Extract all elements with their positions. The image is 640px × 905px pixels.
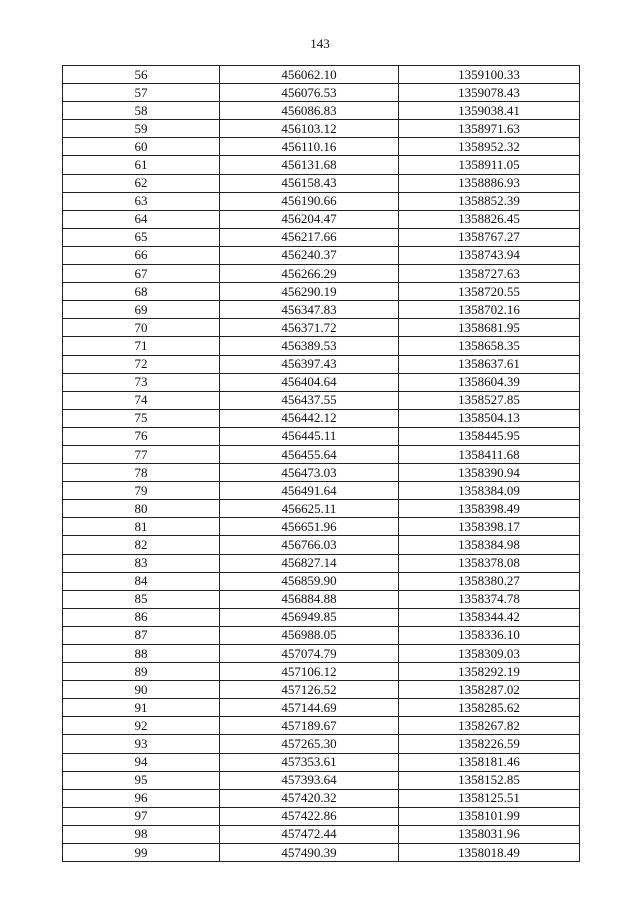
y-coordinate-cell: 1358018.49	[399, 844, 580, 862]
coordinates-table	[62, 65, 580, 862]
point-number-cell: 80	[63, 500, 220, 518]
x-coordinate-cell: 456086.83	[220, 102, 399, 120]
table-row	[63, 120, 580, 138]
x-coordinate-cell: 456651.96	[220, 518, 399, 536]
y-coordinate-cell: 1358852.39	[399, 192, 580, 210]
point-number-cell: 95	[63, 771, 220, 789]
x-coordinate-cell: 456347.83	[220, 301, 399, 319]
point-number-cell: 61	[63, 156, 220, 174]
table-row	[63, 409, 580, 427]
point-number-cell: 68	[63, 283, 220, 301]
point-number-cell: 87	[63, 626, 220, 644]
point-number-cell: 77	[63, 445, 220, 463]
point-number-cell: 98	[63, 825, 220, 843]
x-coordinate-cell: 456076.53	[220, 84, 399, 102]
y-coordinate-cell: 1358292.19	[399, 663, 580, 681]
page-number: 143	[310, 36, 330, 51]
x-coordinate-cell: 457420.32	[220, 789, 399, 807]
point-number-cell: 63	[63, 192, 220, 210]
y-coordinate-cell: 1358285.62	[399, 699, 580, 717]
x-coordinate-cell: 456949.85	[220, 608, 399, 626]
x-coordinate-cell: 457490.39	[220, 844, 399, 862]
y-coordinate-cell: 1358152.85	[399, 771, 580, 789]
point-number-cell: 64	[63, 210, 220, 228]
table-row	[63, 645, 580, 663]
y-coordinate-cell: 1358504.13	[399, 409, 580, 427]
table-row	[63, 84, 580, 102]
point-number-cell: 62	[63, 174, 220, 192]
table-row	[63, 192, 580, 210]
x-coordinate-cell: 456217.66	[220, 228, 399, 246]
x-coordinate-cell: 456062.10	[220, 66, 399, 84]
table-row	[63, 626, 580, 644]
point-number-cell: 97	[63, 807, 220, 825]
table-row	[63, 427, 580, 445]
table-row	[63, 138, 580, 156]
y-coordinate-cell: 1358344.42	[399, 608, 580, 626]
table-row	[63, 590, 580, 608]
table-row	[63, 554, 580, 572]
point-number-cell: 90	[63, 681, 220, 699]
x-coordinate-cell: 456988.05	[220, 626, 399, 644]
x-coordinate-cell: 456240.37	[220, 246, 399, 264]
y-coordinate-cell: 1358031.96	[399, 825, 580, 843]
point-number-cell: 81	[63, 518, 220, 536]
point-number-cell: 92	[63, 717, 220, 735]
y-coordinate-cell: 1358604.39	[399, 373, 580, 391]
table-row	[63, 66, 580, 84]
table-row	[63, 445, 580, 463]
y-coordinate-cell: 1358390.94	[399, 464, 580, 482]
y-coordinate-cell: 1358309.03	[399, 645, 580, 663]
y-coordinate-cell: 1358637.61	[399, 355, 580, 373]
table-row	[63, 464, 580, 482]
point-number-cell: 78	[63, 464, 220, 482]
x-coordinate-cell: 456404.64	[220, 373, 399, 391]
x-coordinate-cell: 457472.44	[220, 825, 399, 843]
table-row	[63, 735, 580, 753]
point-number-cell: 71	[63, 337, 220, 355]
x-coordinate-cell: 456190.66	[220, 192, 399, 210]
y-coordinate-cell: 1358101.99	[399, 807, 580, 825]
point-number-cell: 65	[63, 228, 220, 246]
point-number-cell: 56	[63, 66, 220, 84]
point-number-cell: 85	[63, 590, 220, 608]
table-row	[63, 373, 580, 391]
point-number-cell: 94	[63, 753, 220, 771]
point-number-cell: 74	[63, 391, 220, 409]
y-coordinate-cell: 1358727.63	[399, 265, 580, 283]
table-row	[63, 518, 580, 536]
point-number-cell: 83	[63, 554, 220, 572]
table-row	[63, 699, 580, 717]
x-coordinate-cell: 457126.52	[220, 681, 399, 699]
y-coordinate-cell: 1358767.27	[399, 228, 580, 246]
y-coordinate-cell: 1358398.17	[399, 518, 580, 536]
table-row	[63, 283, 580, 301]
y-coordinate-cell: 1358374.78	[399, 590, 580, 608]
table-row	[63, 482, 580, 500]
y-coordinate-cell: 1358336.10	[399, 626, 580, 644]
y-coordinate-cell: 1358181.46	[399, 753, 580, 771]
x-coordinate-cell: 457422.86	[220, 807, 399, 825]
y-coordinate-cell: 1359038.41	[399, 102, 580, 120]
point-number-cell: 70	[63, 319, 220, 337]
point-number-cell: 66	[63, 246, 220, 264]
table-row	[63, 228, 580, 246]
table-row	[63, 156, 580, 174]
y-coordinate-cell: 1358886.93	[399, 174, 580, 192]
y-coordinate-cell: 1358380.27	[399, 572, 580, 590]
point-number-cell: 67	[63, 265, 220, 283]
y-coordinate-cell: 1358971.63	[399, 120, 580, 138]
table-row	[63, 391, 580, 409]
point-number-cell: 99	[63, 844, 220, 862]
table-row	[63, 608, 580, 626]
table-row	[63, 663, 580, 681]
y-coordinate-cell: 1358720.55	[399, 283, 580, 301]
x-coordinate-cell: 457106.12	[220, 663, 399, 681]
table-row	[63, 789, 580, 807]
y-coordinate-cell: 1358267.82	[399, 717, 580, 735]
y-coordinate-cell: 1358743.94	[399, 246, 580, 264]
y-coordinate-cell: 1358384.98	[399, 536, 580, 554]
point-number-cell: 69	[63, 301, 220, 319]
x-coordinate-cell: 456158.43	[220, 174, 399, 192]
x-coordinate-cell: 456827.14	[220, 554, 399, 572]
x-coordinate-cell: 456473.03	[220, 464, 399, 482]
point-number-cell: 86	[63, 608, 220, 626]
table-row	[63, 825, 580, 843]
y-coordinate-cell: 1358527.85	[399, 391, 580, 409]
x-coordinate-cell: 457189.67	[220, 717, 399, 735]
x-coordinate-cell: 457393.64	[220, 771, 399, 789]
y-coordinate-cell: 1358952.32	[399, 138, 580, 156]
x-coordinate-cell: 456266.29	[220, 265, 399, 283]
x-coordinate-cell: 457265.30	[220, 735, 399, 753]
table-row	[63, 301, 580, 319]
table-row	[63, 536, 580, 554]
table-row	[63, 337, 580, 355]
x-coordinate-cell: 456491.64	[220, 482, 399, 500]
x-coordinate-cell: 456884.88	[220, 590, 399, 608]
y-coordinate-cell: 1358287.02	[399, 681, 580, 699]
x-coordinate-cell: 456859.90	[220, 572, 399, 590]
x-coordinate-cell: 456437.55	[220, 391, 399, 409]
point-number-cell: 91	[63, 699, 220, 717]
x-coordinate-cell: 456389.53	[220, 337, 399, 355]
x-coordinate-cell: 456204.47	[220, 210, 399, 228]
table-row	[63, 174, 580, 192]
y-coordinate-cell: 1358445.95	[399, 427, 580, 445]
point-number-cell: 75	[63, 409, 220, 427]
table-row	[63, 807, 580, 825]
table-row	[63, 210, 580, 228]
point-number-cell: 60	[63, 138, 220, 156]
point-number-cell: 57	[63, 84, 220, 102]
x-coordinate-cell: 456442.12	[220, 409, 399, 427]
x-coordinate-cell: 456455.64	[220, 445, 399, 463]
y-coordinate-cell: 1358384.09	[399, 482, 580, 500]
point-number-cell: 79	[63, 482, 220, 500]
x-coordinate-cell: 457074.79	[220, 645, 399, 663]
table-row	[63, 771, 580, 789]
point-number-cell: 96	[63, 789, 220, 807]
y-coordinate-cell: 1358911.05	[399, 156, 580, 174]
table-row	[63, 102, 580, 120]
y-coordinate-cell: 1358125.51	[399, 789, 580, 807]
x-coordinate-cell: 456397.43	[220, 355, 399, 373]
point-number-cell: 76	[63, 427, 220, 445]
table-row	[63, 717, 580, 735]
x-coordinate-cell: 456371.72	[220, 319, 399, 337]
y-coordinate-cell: 1359100.33	[399, 66, 580, 84]
y-coordinate-cell: 1358826.45	[399, 210, 580, 228]
table-row	[63, 681, 580, 699]
point-number-cell: 59	[63, 120, 220, 138]
y-coordinate-cell: 1358226.59	[399, 735, 580, 753]
table-row	[63, 572, 580, 590]
y-coordinate-cell: 1358398.49	[399, 500, 580, 518]
x-coordinate-cell: 456766.03	[220, 536, 399, 554]
x-coordinate-cell: 457144.69	[220, 699, 399, 717]
y-coordinate-cell: 1358378.08	[399, 554, 580, 572]
y-coordinate-cell: 1358702.16	[399, 301, 580, 319]
table-row	[63, 844, 580, 862]
x-coordinate-cell: 456445.11	[220, 427, 399, 445]
x-coordinate-cell: 456110.16	[220, 138, 399, 156]
x-coordinate-cell: 457353.61	[220, 753, 399, 771]
table-row	[63, 355, 580, 373]
point-number-cell: 89	[63, 663, 220, 681]
point-number-cell: 84	[63, 572, 220, 590]
y-coordinate-cell: 1358681.95	[399, 319, 580, 337]
y-coordinate-cell: 1358411.68	[399, 445, 580, 463]
x-coordinate-cell: 456625.11	[220, 500, 399, 518]
x-coordinate-cell: 456103.12	[220, 120, 399, 138]
x-coordinate-cell: 456290.19	[220, 283, 399, 301]
point-number-cell: 58	[63, 102, 220, 120]
y-coordinate-cell: 1359078.43	[399, 84, 580, 102]
point-number-cell: 88	[63, 645, 220, 663]
table-row	[63, 753, 580, 771]
point-number-cell: 72	[63, 355, 220, 373]
coordinates-table-body	[63, 66, 580, 862]
table-row	[63, 265, 580, 283]
y-coordinate-cell: 1358658.35	[399, 337, 580, 355]
point-number-cell: 82	[63, 536, 220, 554]
table-row	[63, 246, 580, 264]
table-row	[63, 500, 580, 518]
point-number-cell: 73	[63, 373, 220, 391]
x-coordinate-cell: 456131.68	[220, 156, 399, 174]
point-number-cell: 93	[63, 735, 220, 753]
table-row	[63, 319, 580, 337]
